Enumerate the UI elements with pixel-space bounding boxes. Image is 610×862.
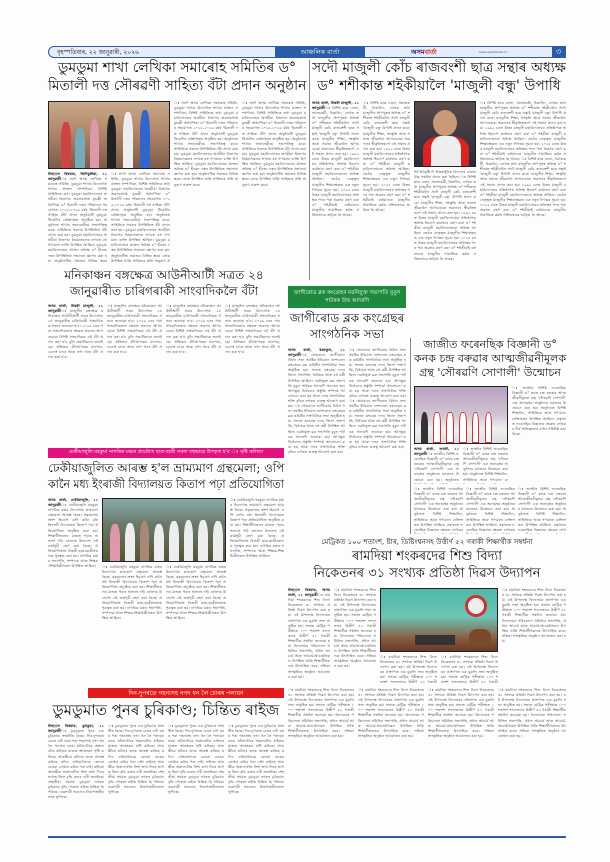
- dumduma-body-col3: [168, 724, 224, 832]
- majuli-photo: [414, 101, 476, 167]
- ramdia-body-cont7: ঃ ৰামদিয়া শংকৰদেৱ শিশু বিদ্যা নিকেতনৰ ৩১ সংখ্যক প্ৰতিষ্ঠা দিৱস উদ্যাপন কৰা হয়। এই উপলক্ষে বিদ্যালয়ৰ প্ৰাংগণত এক মুকলি সভা অনুষ্ঠিত হয়। সভাত মেট্ৰিক পৰীক্ষাত ১০০ শতাংশ সফলতাৰে উত্তীৰ্ণ ৫২ গৰাকী শিক্ষাৰ্থীক সম্বৰ্ধনা জনোৱা হয়। বিদ্যালয়ৰ পৰিচালনা সমিতিৰ সভাপতি, প্ৰধান আচাৰ্য আৰু আচাৰ্য-আচাৰ্যাসকল উপস্থিত থাকি শিক্ষাৰ্থীসকলক উৎসাহিত কৰে। সন্ধিয়া সাংস্কৃতিক অনুষ্ঠান আয়োজন কৰা হয়।: [428, 688, 494, 738]
- lekhika-body-col1: [48, 172, 107, 264]
- ramdia-body-cont2: ঃ ৰামদিয়া শংকৰদেৱ শিশু বিদ্যা নিকেতনৰ ৩১ সংখ্যক প্ৰতিষ্ঠা দিৱস উদ্যাপন কৰা হয়। এই উপলক্ষে বিদ্যালয়ৰ প্ৰাংগণত এক মুকলি সভা অনুষ্ঠিত হয়। সভাত মেট্ৰিক পৰীক্ষাত ১০০ শতাংশ সফলতাৰে উত্তীৰ্ণ ৫২ গৰাকী: [380, 655, 437, 684]
- sourabani-body-col2: [463, 447, 508, 484]
- ramdia-body-cont3: ঃ ৰামদিয়া শংকৰদেৱ শিশু বিদ্যা নিকেতনৰ ৩১ সংখ্যক প্ৰতিষ্ঠা দিৱস উদ্যাপন কৰা হয়। এই উপলক্ষে বিদ্যালয়ৰ প্ৰাংগণত এক মুকলি সভা অনুষ্ঠিত হয়। সভাত মেট্ৰিক পৰীক্ষাত ১০০ শতাংশ সফলতাৰে উত্তীৰ্ণ ৫২ গৰাকী: [441, 655, 498, 684]
- lekhika-headline: [48, 60, 306, 98]
- manikanchan-body-text: ঃ মাজুলীৰ বঙ্গক্ষেত্ৰ মনিকাঞ্চন আউনীআটী সত্ৰৰ উদ্যোগত ২৪ জানুৱাৰীত চাৰিগৰাকী সাংবাদিকক সন্মান জনোৱা হ'ব। ২০২৬ চনৰ পৰা সাংবাদিকতাৰ ক্ষেত্ৰত অৱদান আগবঢ়োৱা বিশিষ্ট সাংবাদিকক এই বঁটা প্ৰদান কৰা হ'ব বুলি সত্ৰাধিকাৰে জনাইছে। প্ৰতিজন বঁটাপ্ৰাপকক মানপত্ৰ, চেলেং চাদৰ আৰু নগদ ধনৰ বঁটা প্ৰদান কৰা হ'ব।: [48, 309, 103, 359]
- dhekiajuli-headline-line1: ঢেকীয়াজুলিত আৰম্ভ হ'ল ভ্ৰাম্যমাণ গ্ৰন্থমেলা; ওপি: [48, 461, 285, 475]
- lekhika-body-cont2: ঃ সদৌ অসম লেখিকা সমাৰোহ সমিতি, ডুমডুমা শাখাৰ উদ্যোগত শাখাৰ প্ৰাক্তন সম্পাদিকা, বিশিষ্ট সাহিত্যিক তথা ডুমডুমা মহাবিদ্যালয়ৰ অসমীয়া বিভাগৰ অৱসৰপ্ৰাপ্ত মুৰব্বী অধ্যাপিকা ড° মিতালী দত্তৰ পৰিয়ালৰ সহযোগত ২০২৫-২০২৬ বৰ্ষৰ 'মিতালী দত্ত সাহিত্য বঁটা' প্ৰদান অনুষ্ঠানটি ডুমডুমা থিয়েটাৰ প্ৰেক্ষাগৃহত অনুষ্ঠিত হয়। অনুষ্ঠানত শাখাৰ সভানেত্ৰীয়ে সভাপতিত্ব কৰে। সাহিত্যিক সকলৰ উপস্থিতিত বঁটা প্ৰদান কৰা হয়। ডুমডুমা মহাবিদ্যালয়ৰ অসমীয়া বিভাগৰ বিষয়াসকলৰ লগতে বহু গণ্যমান্য ব্যক্তি উপস্থিত আছিল। ডুমডুমা মহাবিদ্যালয়ৰ প্ৰাক্তন অধ্যক্ষ ড° হীৰেন দত্তৰ উপস্থিতিত সন্মাননা জ্ঞাপন কৰা হয়। অনুষ্ঠানটিত সমাজৰ বিভিন্ন স্তৰৰ লোক উপস্থিত থাকি সাহিত্যৰ প্ৰতি অনুৰাগ প্ৰকাশ কৰে।: [174, 101, 238, 187]
- manikanchan-body-col4: [225, 304, 280, 444]
- dhekiajuli-body-cont2: ঃ ঢেকীয়াজুলি মহকুমা নাগৰিক মঞ্চৰ উদ্যোগত ভ্ৰাম্যমাণ গ্ৰন্থমেলা আৰম্ভ হৈছে। গ্ৰন্থমেলাৰ অংশ হিচাপে ওপি কানৈ মধ্য ইংৰাজী বিদ্যালয়ত কিতাপ পঢ়া প্ৰতিযোগিতা অনুষ্ঠিত কৰা হয়। শিক্ষাৰ্থীসকলৰ মাজত পঢ়াৰ অভ্যাস গঢ়ি তোলাৰ উদ্দেশ্যে এই কাৰ্যসূচী গ্ৰহণ কৰা হৈছে। প্ৰতিযোগিতাত বিজয়ী ছাত্ৰ-ছাত্ৰীসকলক পুৰস্কৃত কৰা হয়। নাগৰিক মঞ্চৰ সভাপতি, সম্পাদক আৰু শিক্ষক-শিক্ষয়িত্ৰীসকল উপস্থিত আছিল।: [166, 565, 226, 620]
- dhekiajuli-body-col2: [102, 565, 162, 682]
- manikanchan-headline: [48, 268, 280, 302]
- ramdia-body-col7: [358, 688, 424, 832]
- jagiroad-body-cont2: ঃ সোমবাৰে জাগীৰোড বিধান সভা সমষ্টিৰ ইণ্ডিয়ান ন্যাশ্যনেল কংগ্ৰেছৰ ব্লক কমিটিৰ সাংগঠনিক সভা অনুষ্ঠিত হয়। সভাত কংগ্ৰেছ দলৰ জিলা সভাপতি, বিধায়ক আৰু বহু কৰ্মী উপস্থিত আছিল। নৱনিযুক্ত ব্লক সভাপতি বুবুল পাটৰক আদৰণি জনোৱা হয়। আগন্তুক নিৰ্বাচনৰ প্ৰস্তুতি সম্পৰ্কে আলোচনা কৰা হয় আৰু দলৰ সাংগঠনিক শক্তি বৃদ্ধিৰ ওপৰত গুৰুত্ব আৰোপ কৰা হয়।: [288, 404, 345, 454]
- dhekiajuli-body-cont3: ঃ ঢেকীয়াজুলি মহকুমা নাগৰিক মঞ্চৰ উদ্যোগত ভ্ৰাম্যমাণ গ্ৰন্থমেলা আৰম্ভ হৈছে। গ্ৰন্থমেলাৰ অংশ হিচাপে ওপি কানৈ মধ্য ইংৰাজী বিদ্যালয়ত কিতাপ পঢ়া প্ৰতিযোগিতা অনুষ্ঠিত কৰা হয়। শিক্ষাৰ্থীসকলৰ মাজত পঢ়াৰ অভ্যাস গঢ়ি তোলাৰ উদ্দেশ্যে এই কাৰ্যসূচী গ্ৰহণ কৰা হৈছে। প্ৰতিযোগিতাত বিজয়ী ছাত্ৰ-ছাত্ৰীসকলক পুৰস্কৃত কৰা হয়। নাগৰিক মঞ্চৰ সভাপতি, সম্পাদক আৰু শিক্ষক-শিক্ষয়িত্ৰীসকল উপস্থিত আছিল।: [230, 498, 284, 559]
- jagiroad-body-cont: ঃ সোমবাৰে জাগীৰোড বিধান সভা সমষ্টিৰ ইণ্ডিয়ান ন্যাশ্যনেল কংগ্ৰেছৰ ব্লক কমিটিৰ সাংগঠনিক সভা অনুষ্ঠিত হয়। সভাত কংগ্ৰেছ দলৰ জিলা সভাপতি, বিধায়ক আৰু বহু কৰ্মী উপস্থিত আছিল। নৱনিযুক্ত ব্লক সভাপতি বুবুল পাটৰক আদৰণি জনোৱা হয়। আগন্তুক নিৰ্বাচনৰ প্ৰস্তুতি সম্পৰ্কে আলোচনা কৰা হয় আৰু দলৰ সাংগঠনিক শক্তি বৃদ্ধিৰ ওপৰত গুৰুত্ব আৰোপ কৰা হয়।: [349, 348, 406, 398]
- ramdia-body-col3: [380, 655, 437, 684]
- manikanchan-headline-line1: মনিকাঞ্চন বঙ্গক্ষেত্ৰ আউনীআটী সত্ৰত ২৪: [64, 268, 264, 282]
- ramdia-body-cont: ঃ ৰামদিয়া শংকৰদেৱ শিশু বিদ্যা নিকেতনৰ ৩১ সংখ্যক প্ৰতিষ্ঠা দিৱস উদ্যাপন কৰা হয়। এই উপলক্ষে বিদ্যালয়ৰ প্ৰাংগণত এক মুকলি সভা অনুষ্ঠিত হয়। সভাত মেট্ৰিক পৰীক্ষাত ১০০ শতাংশ সফলতাৰে উত্তীৰ্ণ ৫২ গৰাকী শিক্ষাৰ্থীক সম্বৰ্ধনা জনোৱা হয়। বিদ্যালয়ৰ পৰিচালনা সমিতিৰ সভাপতি, প্ৰধান আচাৰ্য আৰু আচাৰ্য-আচাৰ্যাসকল উপস্থিত থাকি শিক্ষাৰ্থীসকলক উৎসাহিত কৰে। সন্ধিয়া সাংস্কৃতিক অনুষ্ঠান আয়োজন কৰা হয়।: [334, 588, 376, 669]
- manikanchan-headline-line2: জানুৱাৰীত চাৰিগৰাকী সাংবাদিকলৈ বঁটা: [69, 284, 259, 298]
- sourabani-body-col3: [414, 487, 463, 534]
- dumduma-banner-text: দিন-দুপৰতে গহনাসহ নগদ ধন লৈ চোৰৰ পলায়ন: [128, 689, 244, 697]
- ramdia-body-col5: [502, 588, 566, 684]
- ramdia-body-col8: [428, 688, 494, 832]
- newspaper-page: [48, 46, 566, 832]
- majuli-headline: [312, 60, 566, 98]
- majuli-body-cont4: ঃ বিশিষ্ট ছাত্ৰ নেতা, সমাজকৰ্মী, চিন্তাবিদ, লেখক তথা মাজুলীৰ প্ৰাণপুৰুষ অধ্যক্ষ ড° শশীকান্ত শইকীয়ালৈ সদৌ মাজুলী কোঁচ ৰাজবংশী ছাত্ৰ সন্থাই 'মাজুলী বন্ধু' উপাধি প্ৰদান কৰে। মাজুলীৰ শিক্ষা, সংস্কৃতি আৰু সমাজ জীৱনলৈ আগবঢ়োৱা অৱদানৰ স্বীকৃতিস্বৰূপে এই সন্মান প্ৰদান কৰা হয়। ১৯৯২ চনত উত্তৰ মাজুলী মহাবিদ্যালয়ৰ প্ৰতিষ্ঠাপক অধ্যক্ষ হিচাপে কাৰ্যভাৰ গ্ৰহণ কৰা ড° শইকীয়া মাজুলী মহাবিদ্যালয়ৰো অধ্যক্ষ আছিল। তেওঁৰ নেতৃত্বত মাজুলীৰ শিক্ষাক্ষেত্ৰত এক নতুন দিগন্তৰ সূচনা হয়। ২০২৫ চনত উত্তৰ মাজুলী মহাবিদ্যালয়ৰ অধ্যক্ষৰ পদৰ পৰা অৱসৰ গ্ৰহণ কৰা ড° শইকীয়াই বৰ্তমানেও মাজুলীৰ সামাজিক কৰ্মত সক্ৰিয়ভাৱে জড়িত হৈ আছে।: [480, 157, 566, 218]
- majuli-caption: [414, 170, 476, 333]
- dumduma-dateline: উজ্জ্বল বিষয়াৰ, ডুমডুমা, ২১ জানুৱাৰী: [48, 724, 104, 734]
- section-label: আঞ্চলিক বাৰ্তা: [275, 46, 365, 58]
- manikanchan-body-cont3: ঃ মাজুলীৰ বঙ্গক্ষেত্ৰ মনিকাঞ্চন আউনীআটী সত্ৰৰ উদ্যোগত ২৪ জানুৱাৰীত চাৰিগৰাকী সাংবাদিকক সন্মান জনোৱা হ'ব। ২০২৬ চনৰ পৰা সাংবাদিকতাৰ ক্ষেত্ৰত অৱদান আগবঢ়োৱা বিশিষ্ট সাংবাদিকক এই বঁটা প্ৰদান কৰা হ'ব বুলি সত্ৰাধিকাৰে জনাইছে। প্ৰতিজন বঁটাপ্ৰাপকক মানপত্ৰ, চেলেং চাদৰ আৰু নগদ ধনৰ বঁটা প্ৰদান কৰা হ'ব।: [225, 304, 280, 354]
- website-text: www.asambarta.in: [479, 50, 507, 54]
- sourabani-body-cont5: ঃ জাজীৰ বিশিষ্ট ফৰেনছিক বিজ্ঞানী ড° কনক চন্দ্ৰ বৰুৱাৰ আত্মজীৱনীমূলক গ্ৰন্থ 'সৌৰৱণি সোণালী' এক অনাড়ম্বৰ অনুষ্ঠানৰ মাজেৰে উন্মোচন কৰা হয়। অনুষ্ঠানত বিশিষ্ট শিক্ষাবিদ, সাহিত্যিক আৰু গণ্যমান্য ব্যক্তিসকল উপস্থিত আছিল। গ্ৰন্থখনত ফৰেনছিক বিজ্ঞানৰ ক্ষেত্ৰত লেখ: [518, 487, 566, 532]
- dhekiajuli-photo: [102, 498, 226, 562]
- lekhika-headline-line2: মিতালী দত্ত সৌৰৱণী সাহিত্য বঁটা প্ৰদান অনুষ্ঠান: [48, 78, 307, 94]
- dhekiajuli-body-col3: [166, 565, 226, 682]
- logo-suffix: বাৰ্তা: [424, 48, 437, 56]
- lekhika-body: ঃ সদৌ অসম লেখিকা সমাৰোহ সমিতি, ডুমডুমা শাখাৰ উদ্যোগত শাখাৰ প্ৰাক্তন সম্পাদিকা, বিশিষ্ট সাহিত্যিক তথা ডুমডুমা মহাবিদ্যালয়ৰ অসমীয়া বিভাগৰ অৱসৰপ্ৰাপ্ত মুৰব্বী অধ্যাপিকা ড° মিতালী দত্তৰ পৰিয়ালৰ সহযোগত ২০২৫-২০২৬ বৰ্ষৰ 'মিতালী দত্ত সাহিত্য বঁটা' প্ৰদান অনুষ্ঠানটি ডুমডুমা থিয়েটাৰ প্ৰেক্ষাগৃহত অনুষ্ঠিত হয়। অনুষ্ঠানত শাখাৰ সভানেত্ৰীয়ে সভাপতিত্ব কৰে। সাহিত্যিক সকলৰ উপস্থিতিত বঁটা প্ৰদান কৰা হয়। ডুমডুমা মহাবিদ্যালয়ৰ অসমীয়া বিভাগৰ বিষয়াসকলৰ লগতে বহু গণ্যমান্য ব্যক্তি উপস্থিত আছিল। ডুমডুমা মহাবিদ্যালয়ৰ প্ৰাক্তন অধ্যক্ষ ড° হীৰেন দত্তৰ উপস্থিতিত সন্মাননা জ্ঞাপন কৰা হয়। অনুষ্ঠানটিত সমাজৰ বিভিন্ন স্তৰৰ: [48, 177, 107, 263]
- ramdia-headline: [288, 549, 566, 585]
- dumduma-body-cont: ঃ ডুমডুমাত পুনৰ এক চুৰিকাণ্ড সংঘটিত হৈছে। দিন-দুপৰতে চোৰে এটা ঘৰৰ পৰা গহনাসহ নগদ ধন লৈ পলায়ন কৰে। ঘটনাটোৱে অঞ্চলটোৰ ৰাইজৰ মাজত আতংকৰ সৃষ্টি কৰিছে। আৰক্ষীয়ে ঘটনাৰ তদন্ত আৰম্ভ কৰিছে যদিও এতিয়ালৈকে কোনো চোৰক গ্ৰেপ্তাৰ কৰিব পৰা নাই। ৰাইজে আৰক্ষীক অঞ্চলটোত নিশা তথা দিনৰ ভাগত টহল বৃদ্ধি কৰাৰ দাবী জনাইছে। শেহতীয়া সময়ত ডুমডুমা নগৰত চুৰিকাণ্ড বৃদ্ধি পোৱাত ৰাইজ চিন্তিত হৈ পৰিছে। ব্যৱসায়ী সকলেও নিৰাপত্তাহীনতাত ভুগিছে।: [108, 724, 164, 795]
- page-bottom-rule: [48, 836, 566, 838]
- jagiroad-banner: জাগীৰোড ব্লক কংগ্ৰেছৰ নৱনিযুক্ত সভাপতি বুবুল পাটৰক উষ্ম আদৰণি: [288, 286, 406, 308]
- ramdia-kicker: [288, 538, 566, 548]
- lekhika-headline-line1: ডুমডুমা শাখা লেখিকা সমাৰোহ সমিতিৰ ড°: [58, 60, 296, 76]
- lekhika-body-col3: [174, 101, 238, 264]
- lekhika-body-col4: [242, 101, 306, 264]
- ramdia-body-col4: [441, 655, 498, 684]
- logo-prefix: অসম: [411, 48, 425, 56]
- sourabani-headline: [414, 338, 566, 383]
- manikanchan-dateline: অসম বাৰ্তা, উত্তৰী মাজুলী, ২১ জানুৱাৰী: [48, 304, 103, 314]
- dhekiajuli-body-text: ঃ ঢেকীয়াজুলি মহকুমা নাগৰিক মঞ্চৰ উদ্যোগত ভ্ৰাম্যমাণ গ্ৰন্থমেলা আৰম্ভ হৈছে। গ্ৰন্থমেলাৰ অংশ হিচাপে ওপি কানৈ মধ্য ইংৰাজী বিদ্যালয়ত কিতাপ পঢ়া প্ৰতিযোগিতা অনুষ্ঠিত কৰা হয়। শিক্ষাৰ্থীসকলৰ মাজত পঢ়াৰ অভ্যাস গঢ়ি তোলাৰ উদ্দেশ্যে এই কাৰ্যসূচী গ্ৰহণ কৰা হৈছে। প্ৰতিযোগিতাত বিজয়ী ছাত্ৰ-ছাত্ৰীসকলক পুৰস্কৃত কৰা হয়। নাগৰিক মঞ্চৰ সভাপতি, সম্পাদক আৰু শিক্ষক-শিক্ষয়িত্ৰীসকল উপস্থিত আছিল।: [48, 503, 98, 569]
- jagiroad-body-text: ঃ সোমবাৰে জাগীৰোড বিধান সভা সমষ্টিৰ ইণ্ডিয়ান ন্যাশ্যনেল কংগ্ৰেছৰ ব্লক কমিটিৰ সাংগঠনিক সভা অনুষ্ঠিত হয়। সভাত কংগ্ৰেছ দলৰ জিলা সভাপতি, বিধায়ক আৰু বহু কৰ্মী উপস্থিত আছিল। নৱনিযুক্ত ব্লক সভাপতি বুবুল পাটৰক আদৰণি জনোৱা হয়। আগন্তুক নিৰ্বাচনৰ প্ৰস্তুতি সম্পৰ্কে আলোচনা কৰা হয় আৰু দলৰ সাংগঠনিক শক্তি বৃদ্ধিৰ ওপৰত গুৰুত্ব আৰোপ কৰা হয়।: [288, 353, 345, 409]
- sourabani-headline-line1: জাজীত ফৰেনছিক বিজ্ঞানী ড°: [423, 338, 557, 351]
- ramdia-body-cont5: ঃ ৰামদিয়া শংকৰদেৱ শিশু বিদ্যা নিকেতনৰ ৩১ সংখ্যক প্ৰতিষ্ঠা দিৱস উদ্যাপন কৰা হয়। এই উপলক্ষে বিদ্যালয়ৰ প্ৰাংগণত এক মুকলি সভা অনুষ্ঠিত হয়। সভাত মেট্ৰিক পৰীক্ষাত ১০০ শতাংশ সফলতাৰে উত্তীৰ্ণ ৫২ গৰাকী শিক্ষাৰ্থীক সম্বৰ্ধনা জনোৱা হয়। বিদ্যালয়ৰ পৰিচালনা সমিতিৰ সভাপতি, প্ৰধান আচাৰ্য আৰু আচাৰ্য-আচাৰ্যাসকল উপস্থিত থাকি শিক্ষাৰ্থীসকলক উৎসাহিত কৰে। সন্ধিয়া সাংস্কৃতিক অনুষ্ঠান আয়োজন কৰা হয়।: [288, 688, 354, 738]
- dumduma-headline: [48, 701, 284, 721]
- ramdia-body-cont8: ঃ ৰামদিয়া শংকৰদেৱ শিশু বিদ্যা নিকেতনৰ ৩১ সংখ্যক প্ৰতিষ্ঠা দিৱস উদ্যাপন কৰা হয়। এই উপলক্ষে বিদ্যালয়ৰ প্ৰাংগণত এক মুকলি সভা অনুষ্ঠিত হয়। সভাত মেট্ৰিক পৰীক্ষাত ১০০ শতাংশ সফলতাৰে উত্তীৰ্ণ ৫২ গৰাকী শিক্ষাৰ্থীক সম্বৰ্ধনা জনোৱা হয়। বিদ্যালয়ৰ পৰিচালনা সমিতিৰ সভাপতি, প্ৰধান আচাৰ্য আৰু আচাৰ্য-আচাৰ্যাসকল উপস্থিত থাকি শিক্ষাৰ্থীসকলক উৎসাহিত কৰে। সন্ধিয়া সাংস্কৃতিক অনুষ্ঠান আয়োজন কৰা হয়।: [498, 688, 566, 738]
- sourabani-body-cont3: ঃ জাজীৰ বিশিষ্ট ফৰেনছিক বিজ্ঞানী ড° কনক চন্দ্ৰ বৰুৱাৰ আত্মজীৱনীমূলক গ্ৰন্থ 'সৌৰৱণি সোণালী' এক অনাড়ম্বৰ অনুষ্ঠানৰ মাজেৰে উন্মোচন কৰা হয়। অনুষ্ঠানত বিশিষ্ট শিক্ষাবিদ, সাহিত্যিক আৰু গণ্যমান্য ব্যক্তিসকল উপস্থিত আছিল। গ্ৰন্থখনত ফৰেনছিক বিজ্ঞানৰ ক্ষেত্ৰত লেখকৰ: [414, 487, 463, 532]
- dumduma-banner: [88, 688, 284, 698]
- dumduma-body-col1: [48, 724, 104, 832]
- issue-date: বৃহস্পতিবাৰ, ২২ জানুৱাৰী, ২০২৬: [57, 49, 140, 56]
- dumduma-headline-text: ডুমডুমাত পুনৰ চুৰিকাণ্ড; চিন্তিত ৰাইজ: [52, 701, 280, 719]
- jagiroad-body-cont3: ঃ সোমবাৰে জাগীৰোড বিধান সভা সমষ্টিৰ ইণ্ডিয়ান ন্যাশ্যনেল কংগ্ৰেছৰ ব্লক কমিটিৰ সাংগঠনিক সভা অনুষ্ঠিত হয়। সভাত কংগ্ৰেছ দলৰ জিলা সভাপতি, বিধায়ক আৰু বহু কৰ্মী উপস্থিত আছিল। নৱনিযুক্ত ব্লক সভাপতি বুবুল পাটৰক আদৰণি জনোৱা হয়। আগন্তুক নিৰ্বাচনৰ প্ৰস্তুতি সম্পৰ্কে আলোচনা কৰা হয় আৰু দলৰ সাংগঠনিক শক্তি বৃদ্ধিৰ ওপৰত গুৰুত্ব আৰোপ কৰা হয়।: [349, 398, 406, 449]
- sourabani-body-col5: [518, 487, 566, 534]
- manikanchan-body-col2: [107, 304, 162, 444]
- dumduma-body-col4: [228, 724, 284, 832]
- ramdia-headline-line1: ৰামদিয়া শংকৰদেৱ শিশু বিদ্যা: [352, 549, 502, 564]
- ramdia-body-text: ঃ ৰামদিয়া শংকৰদেৱ শিশু বিদ্যা নিকেতনৰ ৩১ সংখ্যক প্ৰতিষ্ঠা দিৱস উদ্যাপন কৰা হয়। এই উপলক্ষে বিদ্যালয়ৰ প্ৰাংগণত এক মুকলি সভা অনুষ্ঠিত হয়। সভাত মেট্ৰিক পৰীক্ষাত ১০০ শতাংশ সফলতাৰে উত্তীৰ্ণ ৫২ গৰাকী শিক্ষাৰ্থীক সম্বৰ্ধনা জনোৱা হয়। বিদ্যালয়ৰ পৰিচালনা সমিতিৰ সভাপতি, প্ৰধান আচাৰ্য আৰু আচাৰ্য-আচাৰ্যাসকল উপস্থিত থাকি শিক্ষাৰ্থীসকলক উৎসাহিত কৰে। সন্ধিয়া সাংস্কৃতিক অনুষ্ঠান আয়োজন কৰা হয়।: [288, 593, 330, 679]
- ramdia-body-col2: [334, 588, 376, 684]
- sourabani-body-cont: ঃ জাজীৰ বিশিষ্ট ফৰেনছিক বিজ্ঞানী ড° কনক চন্দ্ৰ বৰুৱাৰ আত্মজীৱনীমূলক গ্ৰন্থ 'সৌৰৱণি সোণালী' এক অনাড়ম্বৰ অনুষ্ঠানৰ মাজেৰে উন্মোচন কৰা হয়। অনুষ্ঠানত বিশিষ্ট শিক্ষাবিদ, সাহিত্যিক আৰু গণ্যমান্য ব্যক্তিসকল উপস্থিত আছিল। গ্ৰন্থখনত ফৰেনছিক বিজ্ঞানৰ ক্ষেত্ৰত লেখকৰ দীৰ্ঘ অভিজ্ঞতাৰ বৰ্ণনা সন্নিবিষ্ট কৰা হৈছে।: [512, 386, 566, 436]
- manikanchan-body-col1: [48, 304, 103, 444]
- sourabani-body-col4: [466, 487, 515, 534]
- sourabani-body-cont4: ঃ জাজীৰ বিশিষ্ট ফৰেনছিক বিজ্ঞানী ড° কনক চন্দ্ৰ বৰুৱাৰ আত্মজীৱনীমূলক গ্ৰন্থ 'সৌৰৱণি সোণালী' এক অনাড়ম্বৰ অনুষ্ঠানৰ মাজেৰে উন্মোচন কৰা হয়। অনুষ্ঠানত বিশিষ্ট শিক্ষাবিদ, সাহিত্যিক আৰু গণ্যমান্য ব্যক্তিসকল উপস্থিত আছিল। গ্ৰন্থখনত ফৰেনছিক বিজ্ঞানৰ ক্ষেত্ৰত লেখকৰ: [466, 487, 515, 532]
- dhekiajuli-banner-text: ঢেকীয়াজুলি মহকুমা নাগৰিক মঞ্চৰ প্ৰচেষ্টাত ছাত্ৰ-ছাত্ৰী সকল বহুভাৱে উপকৃত হ'ব ঃ সৃষ্টি কলিতা: [68, 449, 264, 455]
- dhekiajuli-body-col4: [230, 498, 284, 682]
- manikanchan-body-cont2: ঃ মাজুলীৰ বঙ্গক্ষেত্ৰ মনিকাঞ্চন আউনীআটী সত্ৰৰ উদ্যোগত ২৪ জানুৱাৰীত চাৰিগৰাকী সাংবাদিকক সন্মান জনোৱা হ'ব। ২০২৬ চনৰ পৰা সাংবাদিকতাৰ ক্ষেত্ৰত অৱদান আগবঢ়োৱা বিশিষ্ট সাংবাদিকক এই বঁটা প্ৰদান কৰা হ'ব বুলি সত্ৰাধিকাৰে জনাইছে। প্ৰতিজন বঁটাপ্ৰাপকক মানপত্ৰ, চেলেং চাদৰ আৰু নগদ ধনৰ বঁটা প্ৰদান কৰা হ'ব।: [166, 304, 221, 354]
- sourabani-photo: [414, 386, 508, 444]
- page-number: ৩: [552, 46, 565, 58]
- sourabani-dateline: অসম বাৰ্তা, জাজী, ২১ জানুৱাৰী: [414, 447, 459, 457]
- ramdia-dateline: উজ্জ্বল বিষয়াৰ, অসম বাৰ্তা, ২১ জানুৱাৰী: [288, 588, 330, 598]
- manikanchan-body-cont: ঃ মাজুলীৰ বঙ্গক্ষেত্ৰ মনিকাঞ্চন আউনীআটী সত্ৰৰ উদ্যোগত ২৪ জানুৱাৰীত চাৰিগৰাকী সাংবাদিকক সন্মান জনোৱা হ'ব। ২০২৬ চনৰ পৰা সাংবাদিকতাৰ ক্ষেত্ৰত অৱদান আগবঢ়োৱা বিশিষ্ট সাংবাদিকক এই বঁটা প্ৰদান কৰা হ'ব বুলি সত্ৰাধিকাৰে জনাইছে। প্ৰতিজন বঁটাপ্ৰাপকক মানপত্ৰ, চেলেং চাদৰ আৰু নগদ ধনৰ বঁটা প্ৰদান কৰা হ'ব।: [107, 304, 162, 354]
- jagiroad-headline-line2: সাংগঠনিক সভা: [309, 327, 384, 341]
- majuli-body-col4: [480, 101, 566, 333]
- sourabani-body-side: [512, 386, 566, 484]
- sourabani-headline-line3: গ্ৰন্থ 'সৌৰৱণি সোণালী' উন্মোচন: [419, 366, 561, 379]
- lekhika-body-cont: ঃ সদৌ অসম লেখিকা সমাৰোহ সমিতি, ডুমডুমা শাখাৰ উদ্যোগত শাখাৰ প্ৰাক্তন সম্পাদিকা, বিশিষ্ট সাহিত্যিক তথা ডুমডুমা মহাবিদ্যালয়ৰ অসমীয়া বিভাগৰ অৱসৰপ্ৰাপ্ত মুৰব্বী অধ্যাপিকা ড° মিতালী দত্তৰ পৰিয়ালৰ সহযোগত ২০২৫-২০২৬ বৰ্ষৰ 'মিতালী দত্ত সাহিত্য বঁটা' প্ৰদান অনুষ্ঠানটি ডুমডুমা থিয়েটাৰ প্ৰেক্ষাগৃহত অনুষ্ঠিত হয়। অনুষ্ঠানত শাখাৰ সভানেত্ৰীয়ে সভাপতিত্ব কৰে। সাহিত্যিক সকলৰ উপস্থিতিত বঁটা প্ৰদান কৰা হয়। ডুমডুমা মহাবিদ্যালয়ৰ অসমীয়া বিভাগৰ বিষয়াসকলৰ লগতে বহু গণ্যমান্য ব্যক্তি উপস্থিত আছিল। ডুমডুমা মহাবিদ্যালয়ৰ প্ৰাক্তন অধ্যক্ষ ড° হীৰেন দত্তৰ উপস্থিতিত সন্মাননা জ্ঞাপন কৰা হয়। অনুষ্ঠানটিত সমাজৰ বিভিন্ন স্তৰৰ লোক উপস্থিত থাকি সাহিত্যৰ প্ৰতি অনুৰাগ প্ৰ: [111, 172, 170, 263]
- dhekiajuli-body-col1: [48, 498, 98, 682]
- majuli-headline-line1: সদৌ মাজুলী কোঁচ ৰাজবংশী ছাত্ৰ সন্থাৰ অধ্যক্ষ: [312, 60, 566, 76]
- dumduma-body-cont3: ঃ ডুমডুমাত পুনৰ এক চুৰিকাণ্ড সংঘটিত হৈছে। দিন-দুপৰতে চোৰে এটা ঘৰৰ পৰা গহনাসহ নগদ ধন লৈ পলায়ন কৰে। ঘটনাটোৱে অঞ্চলটোৰ ৰাইজৰ মাজত আতংকৰ সৃষ্টি কৰিছে। আৰক্ষীয়ে ঘটনাৰ তদন্ত আৰম্ভ কৰিছে যদিও এতিয়ালৈকে কোনো চোৰক গ্ৰেপ্তাৰ কৰিব পৰা নাই। ৰাইজে আৰক্ষীক অঞ্চলটোত নিশা তথা দিনৰ ভাগত টহল বৃদ্ধি কৰাৰ দাবী জনাইছে। শেহতীয়া সময়ত ডুমডুমা নগৰত চুৰিকাণ্ড বৃদ্ধি পোৱাত ৰাইজ চিন্তিত হৈ পৰিছে। ব্যৱসায়ী সকলেও নিৰাপত্তাহীনতাত ভুগিছে।: [228, 724, 284, 795]
- manikanchan-body-col3: [166, 304, 221, 444]
- jagiroad-headline-line1: জাগীৰোড ব্লক কংগ্ৰেছৰ: [289, 311, 405, 325]
- jagiroad-headline: [288, 311, 406, 345]
- jagiroad-body-col2: [349, 348, 406, 534]
- sourabani-body-col1: [414, 447, 459, 484]
- dhekiajuli-body-cont: ঃ ঢেকীয়াজুলি মহকুমা নাগৰিক মঞ্চৰ উদ্যোগত ভ্ৰাম্যমাণ গ্ৰন্থমেলা আৰম্ভ হৈছে। গ্ৰন্থমেলাৰ অংশ হিচাপে ওপি কানৈ মধ্য ইংৰাজী বিদ্যালয়ত কিতাপ পঢ়া প্ৰতিযোগিতা অনুষ্ঠিত কৰা হয়। শিক্ষাৰ্থীসকলৰ মাজত পঢ়াৰ অভ্যাস গঢ়ি তোলাৰ উদ্দেশ্যে এই কাৰ্যসূচী গ্ৰহণ কৰা হৈছে। প্ৰতিযোগিতাত বিজয়ী ছাত্ৰ-ছাত্ৰীসকলক পুৰস্কৃত কৰা হয়। নাগৰিক মঞ্চৰ সভাপতি, সম্পাদক আৰু শিক্ষক-শিক্ষয়িত্ৰীসকল উপস্থিত আছিল।: [102, 565, 162, 620]
- paper-logo: [411, 48, 437, 56]
- majuli-body-cont2: ঃ বিশিষ্ট ছাত্ৰ নেতা, সমাজকৰ্মী, চিন্তাবিদ, লেখক তথা মাজুলীৰ প্ৰাণপুৰুষ অধ্যক্ষ ড° শশীকান্ত শইকীয়ালৈ সদৌ মাজুলী কোঁচ ৰাজবংশী ছাত্ৰ সন্থাই 'মাজুলী বন্ধু' উপাধি প্ৰদান কৰে। মাজুলীৰ শিক্ষা, সংস্কৃতি আৰু সমাজ জীৱনলৈ আগবঢ়োৱা অৱদানৰ স্বীকৃতিস্বৰূপে এই সন্মান প্ৰদান কৰা হয়। ১৯৯২ চনত উত্তৰ মাজুলী মহাবিদ্যালয়ৰ প্ৰতিষ্ঠাপক অধ্যক্ষ হিচাপে কাৰ্যভাৰ গ্ৰহণ কৰা ড° শইকীয়া মাজুলী মহাবিদ্যালয়ৰো অধ্যক্ষ আছিল। তেওঁৰ নেতৃত্বত মাজুলীৰ শিক্ষাক্ষেত্ৰত এক নতুন দিগন্তৰ সূচনা হয়। ২০২৫ চনত উত্তৰ মাজুলী মহাবিদ্যালয়ৰ অধ্যক্ষৰ পদৰ পৰা অৱসৰ গ্ৰহণ কৰা ড° শইকীয়াই বৰ্তমানেও মাজুলীৰ সামাজিক কৰ্মত সক্ৰিয়ভাৱে জড়িত হৈ আছে।: [414, 175, 476, 261]
- dumduma-body-cont2: ঃ ডুমডুমাত পুনৰ এক চুৰিকাণ্ড সংঘটিত হৈছে। দিন-দুপৰতে চোৰে এটা ঘৰৰ পৰা গহনাসহ নগদ ধন লৈ পলায়ন কৰে। ঘটনাটোৱে অঞ্চলটোৰ ৰাইজৰ মাজত আতংকৰ সৃষ্টি কৰিছে। আৰক্ষীয়ে ঘটনাৰ তদন্ত আৰম্ভ কৰিছে যদিও এতিয়ালৈকে কোনো চোৰক গ্ৰেপ্তাৰ কৰিব পৰা নাই। ৰাইজে আৰক্ষীক অঞ্চলটোত নিশা তথা দিনৰ ভাগত টহল বৃদ্ধি কৰাৰ দাবী জনাইছে। শেহতীয়া সময়ত ডুমডুমা নগৰত চুৰিকাণ্ড বৃদ্ধি পোৱাত ৰাইজ চিন্তিত হৈ পৰিছে। ব্যৱসায়ী সকলেও নিৰাপত্তাহীনতাত ভুগিছে।: [168, 724, 224, 795]
- ramdia-body-cont6: ঃ ৰামদিয়া শংকৰদেৱ শিশু বিদ্যা নিকেতনৰ ৩১ সংখ্যক প্ৰতিষ্ঠা দিৱস উদ্যাপন কৰা হয়। এই উপলক্ষে বিদ্যালয়ৰ প্ৰাংগণত এক মুকলি সভা অনুষ্ঠিত হয়। সভাত মেট্ৰিক পৰীক্ষাত ১০০ শতাংশ সফলতাৰে উত্তীৰ্ণ ৫২ গৰাকী শিক্ষাৰ্থীক সম্বৰ্ধনা জনোৱা হয়। বিদ্যালয়ৰ পৰিচালনা সমিতিৰ সভাপতি, প্ৰধান আচাৰ্য আৰু আচাৰ্য-আচাৰ্যাসকল উপস্থিত থাকি শিক্ষাৰ্থীসকলক উৎসাহিত কৰে। সন্ধিয়া সাংস্কৃতিক অনুষ্ঠান আয়োজন কৰা হয়।: [358, 688, 424, 738]
- column-rule: [309, 60, 310, 280]
- sourabani-body-cont2: ঃ জাজীৰ বিশিষ্ট ফৰেনছিক বিজ্ঞানী ড° কনক চন্দ্ৰ বৰুৱাৰ আত্মজীৱনীমূলক গ্ৰন্থ 'সৌৰৱণি সোণালী' এক অনাড়ম্বৰ অনুষ্ঠানৰ মাজেৰে উন্মোচন কৰা হয়। অনুষ্ঠানত বিশিষ্ট শিক্ষাবিদ, সাহিত্যিক আৰু গণ্যমান্য ব্য: [463, 447, 508, 482]
- ramdia-photo: [380, 588, 498, 652]
- ramdia-kicker-text: মেট্ৰিকত ১০০ শতাংশ, ষ্টাৰ, ডিষ্টিংশ্বনসহ উত্তীৰ্ণ ৫২ গৰাকী শিক্ষাৰ্থীক সম্বৰ্ধনা: [321, 538, 533, 546]
- dumduma-body-col2: [108, 724, 164, 832]
- majuli-body-cont3: ঃ বিশিষ্ট ছাত্ৰ নেতা, সমাজকৰ্মী, চিন্তাবিদ, লেখক তথা মাজুলীৰ প্ৰাণপুৰুষ অধ্যক্ষ ড° শশীকান্ত শইকীয়ালৈ সদৌ মাজুলী কোঁচ ৰাজবংশী ছাত্ৰ সন্থাই 'মাজুলী বন্ধু' উপাধি প্ৰদান কৰে। মাজুলীৰ শিক্ষা, সংস্কৃতি আৰু সমাজ জীৱনলৈ আগবঢ়োৱা অৱদানৰ স্বীকৃতিস্বৰূপে এই সন্মান প্ৰদান কৰা হয়। ১৯৯২ চনত উত্তৰ মাজুলী মহাবিদ্যালয়ৰ প্ৰতিষ্ঠাপক অধ্যক্ষ হিচাপে কাৰ্যভাৰ গ্ৰহণ কৰা ড° শইকীয়া মাজুলী মহাবিদ্যালয়ৰো অধ্যক্ষ আছিল। তেওঁৰ নেতৃত্বত মাজুলীৰ শিক্ষাক্ষেত্ৰত এক নতুন দিগন্তৰ সূচনা হয়। ২০২৫ চনত উত্তৰ মাজুলী মহাবিদ্যালয়ৰ অধ্যক্ষৰ পদৰ পৰা অৱসৰ গ্ৰহণ কৰা ড° শইকীয়াই বৰ্তমানেও মাজুলীৰ সামাজিক কৰ্মত সক্ৰিয়ভাৱে জড়িত হৈ আছে।: [480, 101, 566, 162]
- masthead-band: [48, 46, 566, 58]
- jagiroad-body-col1: [288, 348, 345, 534]
- dumduma-body-text: ঃ ডুমডুমাত পুনৰ এক চুৰিকাণ্ড সংঘটিত হৈছে। দিন-দুপৰতে চোৰে এটা ঘৰৰ পৰা গহনাসহ নগদ ধন লৈ পলায়ন কৰে। ঘটনাটোৱে অঞ্চলটোৰ ৰাইজৰ মাজত আতংকৰ সৃষ্টি কৰিছে। আৰক্ষীয়ে ঘটনাৰ তদন্ত আৰম্ভ কৰিছে যদিও এতিয়ালৈকে কোনো চোৰক গ্ৰেপ্তাৰ কৰিব পৰা নাই। ৰাইজে আৰক্ষীক অঞ্চলটোত নিশা তথা দিনৰ ভাগত টহল বৃদ্ধি কৰাৰ দাবী জনাইছে। শেহতীয়া সময়ত ডুমডুমা নগৰত চুৰিকাণ্ড বৃদ্ধি পোৱাত ৰাইজ চিন্তিত হৈ পৰিছে। ব্যৱসায়ী সকলেও নিৰাপত্তাহীনতাত ভুগিছে।: [48, 729, 104, 800]
- lekhika-body-cont3: ঃ সদৌ অসম লেখিকা সমাৰোহ সমিতি, ডুমডুমা শাখাৰ উদ্যোগত শাখাৰ প্ৰাক্তন সম্পাদিকা, বিশিষ্ট সাহিত্যিক তথা ডুমডুমা মহাবিদ্যালয়ৰ অসমীয়া বিভাগৰ অৱসৰপ্ৰাপ্ত মুৰব্বী অধ্যাপিকা ড° মিতালী দত্তৰ পৰিয়ালৰ সহযোগত ২০২৫-২০২৬ বৰ্ষৰ 'মিতালী দত্ত সাহিত্য বঁটা' প্ৰদান অনুষ্ঠানটি ডুমডুমা থিয়েটাৰ প্ৰেক্ষাগৃহত অনুষ্ঠিত হয়। অনুষ্ঠানত শাখাৰ সভানেত্ৰীয়ে সভাপতিত্ব কৰে। সাহিত্যিক সকলৰ উপস্থিতিত বঁটা প্ৰদান কৰা হয়। ডুমডুমা মহাবিদ্যালয়ৰ অসমীয়া বিভাগৰ বিষয়াসকলৰ লগতে বহু গণ্যমান্য ব্যক্তি উপস্থিত আছিল। ডুমডুমা মহাবিদ্যালয়ৰ প্ৰাক্তন অধ্যক্ষ ড° হীৰেন দত্তৰ উপস্থিতিত সন্মাননা জ্ঞাপন কৰা হয়। অনুষ্ঠানটিত সমাজৰ বিভিন্ন স্তৰৰ লোক উপস্থিত থাকি সাহিত্যৰ প্ৰতি অনুৰাগ প্ৰকাশ কৰে।: [242, 101, 306, 187]
- majuli-body-cont: ঃ বিশিষ্ট ছাত্ৰ নেতা, সমাজকৰ্মী, চিন্তাবিদ, লেখক তথা মাজুলীৰ প্ৰাণপুৰুষ অধ্যক্ষ ড° শশীকান্ত শইকীয়ালৈ সদৌ মাজুলী কোঁচ ৰাজবংশী ছাত্ৰ সন্থাই 'মাজুলী বন্ধু' উপাধি প্ৰদান কৰে। মাজুলীৰ শিক্ষা, সংস্কৃতি আৰু সমাজ জীৱনলৈ আগবঢ়োৱা অৱদানৰ স্বীকৃতিস্বৰূপে এই সন্মান প্ৰদান কৰা হয়। ১৯৯২ চনত উত্তৰ মাজুলী মহাবিদ্যালয়ৰ প্ৰতিষ্ঠাপক অধ্যক্ষ হিচাপে কাৰ্যভাৰ গ্ৰহণ কৰা ড° শইকীয়া মাজুলী মহাবিদ্যালয়ৰো অধ্যক্ষ আছিল। তেওঁৰ নেতৃত্বত মাজুলীৰ শিক্ষাক্ষেত্ৰত এক নতুন দিগন্তৰ সূচনা হয়। ২০২৫ চনত উত্তৰ মাজুলী মহাবিদ্যালয়ৰ অধ্যক্ষৰ পদৰ পৰা অৱসৰ গ্ৰহণ কৰা ড° শইকীয়াই বৰ্তমানেও মাজুলীৰ সামাজিক কৰ্মত সক্ৰিয়ভাৱে জড়িত হৈ আছে।: [363, 101, 410, 212]
- majuli-photo-caption: ধৰ্ম উৎকৃষ্টি দি উত্তৰাধুনিক বিদ্যালয় সেৱাৰ উচ্চ সম্বৰ্ধনা প্ৰদান কৰা হৈছিল।: [414, 170, 476, 180]
- lekhika-photo: [48, 101, 170, 169]
- sourabani-body-text: ঃ জাজীৰ বিশিষ্ট ফৰেনছিক বিজ্ঞানী ড° কনক চন্দ্ৰ বৰুৱাৰ আত্মজীৱনীমূলক গ্ৰন্থ 'সৌৰৱণি সোণালী' এক অনাড়ম্বৰ অনুষ্ঠানৰ মাজেৰে উন্মোচন কৰা হয়। অনুষ্ঠানত: [414, 452, 459, 482]
- ramdia-body-col9: [498, 688, 566, 832]
- dhekiajuli-banner: [48, 448, 284, 458]
- majuli-headline-line2: ড° শশীকান্ত শইকীয়ালৈ 'মাজুলী বন্ধু' উপাধি: [317, 78, 561, 94]
- majuli-body: ঃ বিশিষ্ট ছাত্ৰ নেতা, সমাজকৰ্মী, চিন্তাবিদ, লেখক তথা মাজুলীৰ প্ৰাণপুৰুষ অধ্যক্ষ ড° শশীকান্ত শইকীয়ালৈ সদৌ মাজুলী কোঁচ ৰাজবংশী ছাত্ৰ সন্থাই 'মাজুলী বন্ধু' উপাধি প্ৰদান কৰে। মাজুলীৰ শিক্ষা, সংস্কৃতি আৰু সমাজ জীৱনলৈ আগবঢ়োৱা অৱদানৰ স্বীকৃতিস্বৰূপে এই সন্মান প্ৰদান কৰা হয়। ১৯৯২ চনত উত্তৰ মাজুলী মহাবিদ্যালয়ৰ প্ৰতিষ্ঠাপক অধ্যক্ষ হিচাপে কাৰ্যভাৰ গ্ৰহণ কৰা ড° শইকীয়া মাজুলী মহাবিদ্যালয়ৰো অধ্যক্ষ আছিল। তেওঁৰ নেতৃত্বত মাজুলীৰ শিক্ষাক্ষেত্ৰত এক নতুন দিগন্তৰ সূচনা হয়। ২০২৫ চনত উত্তৰ মাজুলী মহাবিদ্যালয়ৰ অধ্যক্ষৰ পদৰ পৰা অৱসৰ গ্ৰহণ কৰা ড° শইকীয়াই বৰ্তমানেও মাজুলীৰ সামাজিক কৰ্মত সক্ৰিয়ভাৱে জড়িত হৈ আছে।: [312, 106, 359, 218]
- jagiroad-dateline: অসম বাৰ্তা, ধৰমতুল, ২১ জানুৱাৰী: [288, 348, 345, 358]
- lekhika-dateline: উজ্জ্বল বিষয়াৰ, তিনিচুকীয়া, ২১ জানুৱাৰী: [48, 172, 107, 182]
- dhekiajuli-dateline: অসম বাৰ্তা, ঢেকীয়াজুলি, ২১ জানুৱাৰী: [48, 498, 98, 508]
- ramdia-body-col6: [288, 688, 354, 832]
- ramdia-body-col1: [288, 588, 330, 684]
- ramdia-headline-line2: নিকেতনৰ ৩১ সংখ্যক প্ৰতিষ্ঠা দিৱস উদ্যাপন: [313, 566, 541, 581]
- dhekiajuli-headline-line2: কানৈ মধ্য ইংৰাজী বিদ্যালয়ত কিতাপ পঢ়া প্ৰতিযোগিতা: [48, 477, 285, 491]
- lekhika-body-col2: [111, 172, 170, 264]
- sourabani-headline-line2: কনক চন্দ্ৰ বৰুৱাৰ আত্মজীৱনীমূলক: [414, 352, 567, 365]
- column-rule-2: [410, 338, 411, 534]
- ramdia-body-cont4: ঃ ৰামদিয়া শংকৰদেৱ শিশু বিদ্যা নিকেতনৰ ৩১ সংখ্যক প্ৰতিষ্ঠা দিৱস উদ্যাপন কৰা হয়। এই উপলক্ষে বিদ্যালয়ৰ প্ৰাংগণত এক মুকলি সভা অনুষ্ঠিত হয়। সভাত মেট্ৰিক পৰীক্ষাত ১০০ শতাংশ সফলতাৰে উত্তীৰ্ণ ৫২ গৰাকী শিক্ষাৰ্থীক সম্বৰ্ধনা জনোৱা হয়। বিদ্যালয়ৰ পৰিচালনা সমিতিৰ সভাপতি, প্ৰধান আচাৰ্য আৰু আচাৰ্য-আচাৰ্যাসকল উপস্থিত থাকি শিক্ষাৰ্থীসকলক উৎসাহিত কৰে। সন্ধিয়া সাংস্কৃতিক অনুষ্ঠান আয়োজন কৰা হয়।: [502, 588, 566, 643]
- dhekiajuli-headline: [48, 461, 284, 495]
- majuli-dateline: অসম বাৰ্তা, উত্তৰী মাজুলী, ২১ জানুৱাৰী: [312, 101, 359, 111]
